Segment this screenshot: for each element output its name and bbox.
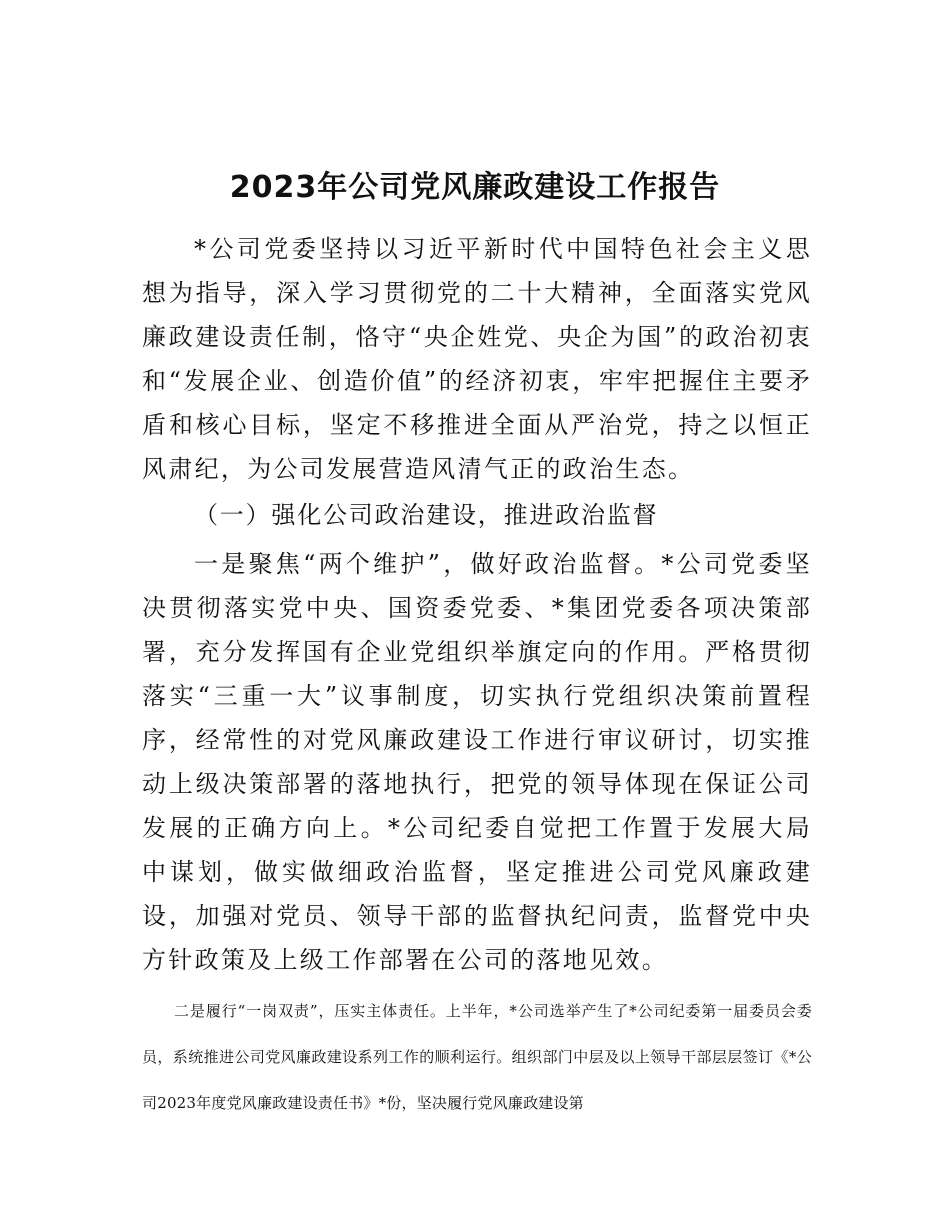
section-heading: （一）强化公司政治建设，推进政治监督 — [194, 501, 659, 529]
paragraph-political-supervision: 一是聚焦“两个维护”，做好政治监督。*公司党委坚决贯彻落实党中央、国资委党委、*集团党委各项决策部署，充分发挥国有企业党组织举旗定向的作用。严格贯彻落实“三重一大”议事制度，切实执行党组织决策前置程序，经常性的对党风廉政建设工作进行审议研讨，切实推动上级决策部署的落地执行，把党的领导体现在保证公司发展的正确方向上。*公司纪委自觉把工作置于发展大局中谋划，做实做细政治监督，坚定推进公司党风廉政建设，加强对党员、领导干部的监督执纪问责，监督党中央方针政策及上级工作部署在公司的落地见效。 — [142, 550, 812, 974]
document-title: 2023年公司党风廉政建设工作报告 — [229, 170, 721, 205]
intro-paragraph: *公司党委坚持以习近平新时代中国特色社会主义思想为指导，深入学习贯彻党的二十大精神，全面落实党风廉政建设责任制，恪守“央企姓党、央企为国”的政治初衷和“发展企业、创造价值”的经济初衷，牢牢把握住主要矛盾和核心目标，坚定不移推进全面从严治党，持之以恒正风肃纪，为公司发展营造风清气正的政治生态。 — [142, 235, 812, 483]
paragraph-main-responsibility: 二是履行“一岗双责”，压实主体责任。上半年，*公司选举产生了*公司纪委第一届委员会委员，系统推进公司党风廉政建设系列工作的顺利运行。组织部门中层及以上领导干部层层签订《*公司2023年度党风廉政建设责任书》*份，坚决履行党风廉政建设第 — [142, 1002, 812, 1112]
